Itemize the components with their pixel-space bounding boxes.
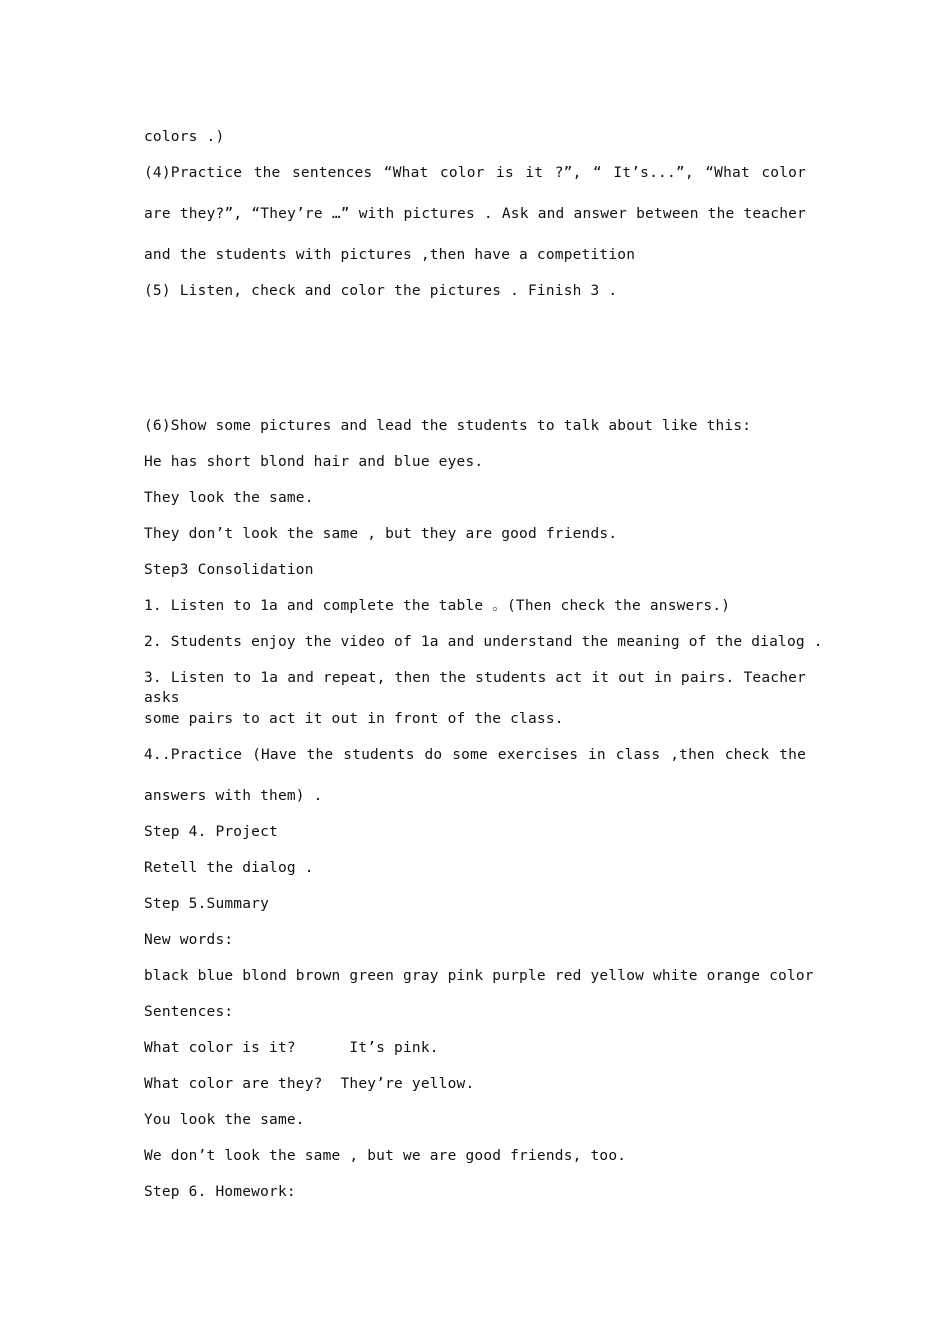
text-line: What color are they? They’re yellow.: [144, 1076, 475, 1092]
text-line: What color is it? It’s pink.: [144, 1040, 439, 1056]
text-line: and the students with pictures ,then have a competition: [144, 247, 636, 263]
section-heading: Step3 Consolidation: [144, 562, 314, 578]
text-line: New words:: [144, 932, 234, 948]
text-line: He has short blond hair and blue eyes.: [144, 454, 484, 470]
section-heading: Step 4. Project: [144, 824, 278, 840]
text-line: (5) Listen, check and color the pictures . Finish 3 .: [144, 283, 618, 299]
text-line: They look the same.: [144, 490, 314, 506]
text-line: 3. Listen to 1a and repeat, then the students act it out in pairs. Teacher asks: [144, 670, 806, 706]
text-line: answers with them) .: [144, 788, 323, 804]
section-heading: Step 5.Summary: [144, 896, 270, 912]
text-line: They don’t look the same , but they are good friends.: [144, 526, 618, 542]
text-line: colors .): [144, 129, 225, 145]
text-line: some pairs to act it out in front of the class.: [144, 711, 564, 727]
text-line: We don’t look the same , but we are good friends, too.: [144, 1148, 627, 1164]
text-line: 1. Listen to 1a and complete the table 。(Then check the answers.): [144, 598, 731, 614]
text-line: You look the same.: [144, 1112, 305, 1128]
text-line: Sentences:: [144, 1004, 234, 1020]
text-line: (4)Practice the sentences “What color is it ?”, “ It’s...”, “What color: [144, 165, 806, 181]
text-line: 2. Students enjoy the video of 1a and understand the meaning of the dialog .: [144, 634, 823, 650]
text-line: Retell the dialog .: [144, 860, 314, 876]
section-heading: Step 6. Homework:: [144, 1184, 296, 1200]
text-line: 4..Practice (Have the students do some exercises in class ,then check the: [144, 747, 806, 763]
text-line: are they?”, “They’re …” with pictures . Ask and answer between the teacher: [144, 206, 806, 222]
text-line: (6)Show some pictures and lead the students to talk about like this:: [144, 418, 752, 434]
text-line: black blue blond brown green gray pink purple red yellow white orange color: [144, 968, 814, 984]
